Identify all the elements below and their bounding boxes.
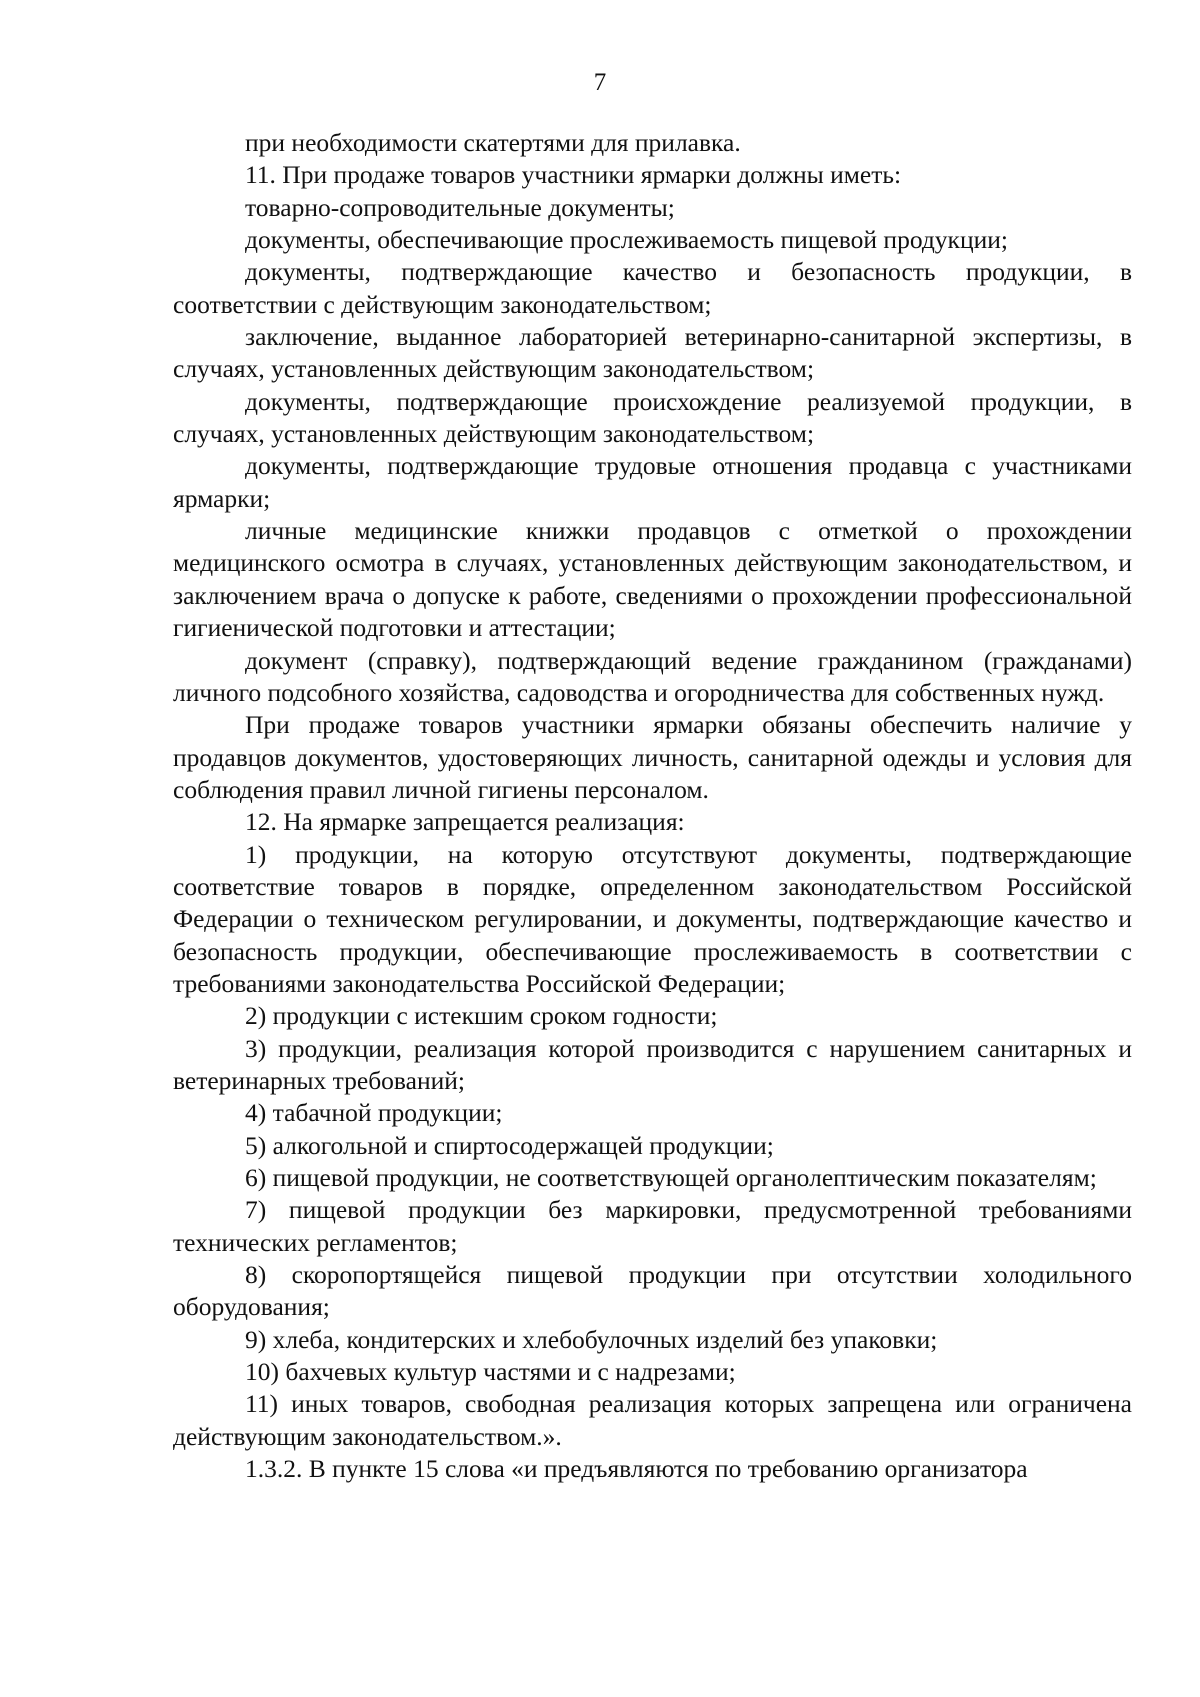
paragraph: 3) продукции, реализация которой производится с нарушением санитарных и ветеринарных требований; — [173, 1033, 1132, 1095]
paragraph: документы, подтверждающие трудовые отношения продавца с участниками ярмарки; — [173, 451, 1132, 513]
paragraph: 7) пищевой продукции без маркировки, предусмотренной требованиями технических регламентов; — [173, 1195, 1132, 1257]
paragraph: 9) хлеба, кондитерских и хлебобулочных изделий без упаковки; — [245, 1324, 938, 1354]
paragraph: при необходимости скатертями для прилавка. — [245, 128, 741, 157]
paragraph: 6) пищевой продукции, не соответствующей органолептическим показателям; — [245, 1163, 1097, 1192]
paragraph: 8) скоропортящейся пищевой продукции при отсутствии холодильного оборудования; — [173, 1260, 1132, 1322]
paragraph: 10) бахчевых культур частями и с надрезами; — [245, 1357, 736, 1387]
paragraph: документы, подтверждающие качество и безопасность продукции, в соответствии с действующим законодательством; — [173, 257, 1132, 319]
paragraph: документ (справку), подтверждающий ведение гражданином (гражданами) личного подсобного хозяйства, садоводства и огородничества для собственных нужд. — [173, 645, 1132, 707]
paragraph: 1) продукции, на которую отсутствуют документы, подтверждающие соответствие товаров в порядке, определенном законодательством Российской Федерации о техническом регулировании, и документы, подтверждающие качество и безопасность продукции, обеспечивающие прослеживаемость в соответствии с требованиями законодательства Российской Федерации; — [173, 839, 1132, 998]
paragraph: 5) алкогольной и спиртосодержащей продукции; — [245, 1130, 774, 1160]
document-body — [173, 127, 1132, 1485]
paragraph: 4) табачной продукции; — [245, 1098, 503, 1128]
paragraph: 12. На ярмарке запрещается реализация: — [245, 807, 685, 837]
paragraph: документы, подтверждающие происхождение реализуемой продукции, в случаях, установленных действующим законодательством; — [173, 386, 1132, 449]
paragraph: 11. При продаже товаров участники ярмарки должны иметь: — [245, 160, 902, 190]
paragraph: 11) иных товаров, свободная реализация которых запрещена или ограничена действующим законодательством.». — [173, 1389, 1132, 1451]
paragraph: личные медицинские книжки продавцов с отметкой о прохождении медицинского осмотра в случаях, установленных действующим законодательством, и заключением врача о допуске к работе, сведениями о прохождении профессиональной гигиенической подготовки и аттестации; — [173, 516, 1132, 643]
paragraph: 2) продукции с истекшим сроком годности; — [245, 1001, 718, 1031]
paragraph: 1.3.2. В пункте 15 слова «и предъявляются по требованию организатора — [245, 1454, 1028, 1484]
page-number: 7 — [593, 69, 607, 96]
paragraph: товарно-сопроводительные документы; — [245, 192, 675, 222]
paragraph: заключение, выданное лабораторией ветеринарно-санитарной экспертизы, в случаях, установленных действующим законодательством; — [173, 322, 1132, 384]
paragraph: документы, обеспечивающие прослеживаемость пищевой продукции; — [245, 225, 1008, 255]
paragraph: При продаже товаров участники ярмарки обязаны обеспечить наличие у продавцов документов, удостоверяющих личность, санитарной одежды и условия для соблюдения правил личной гигиены персоналом. — [173, 710, 1132, 804]
